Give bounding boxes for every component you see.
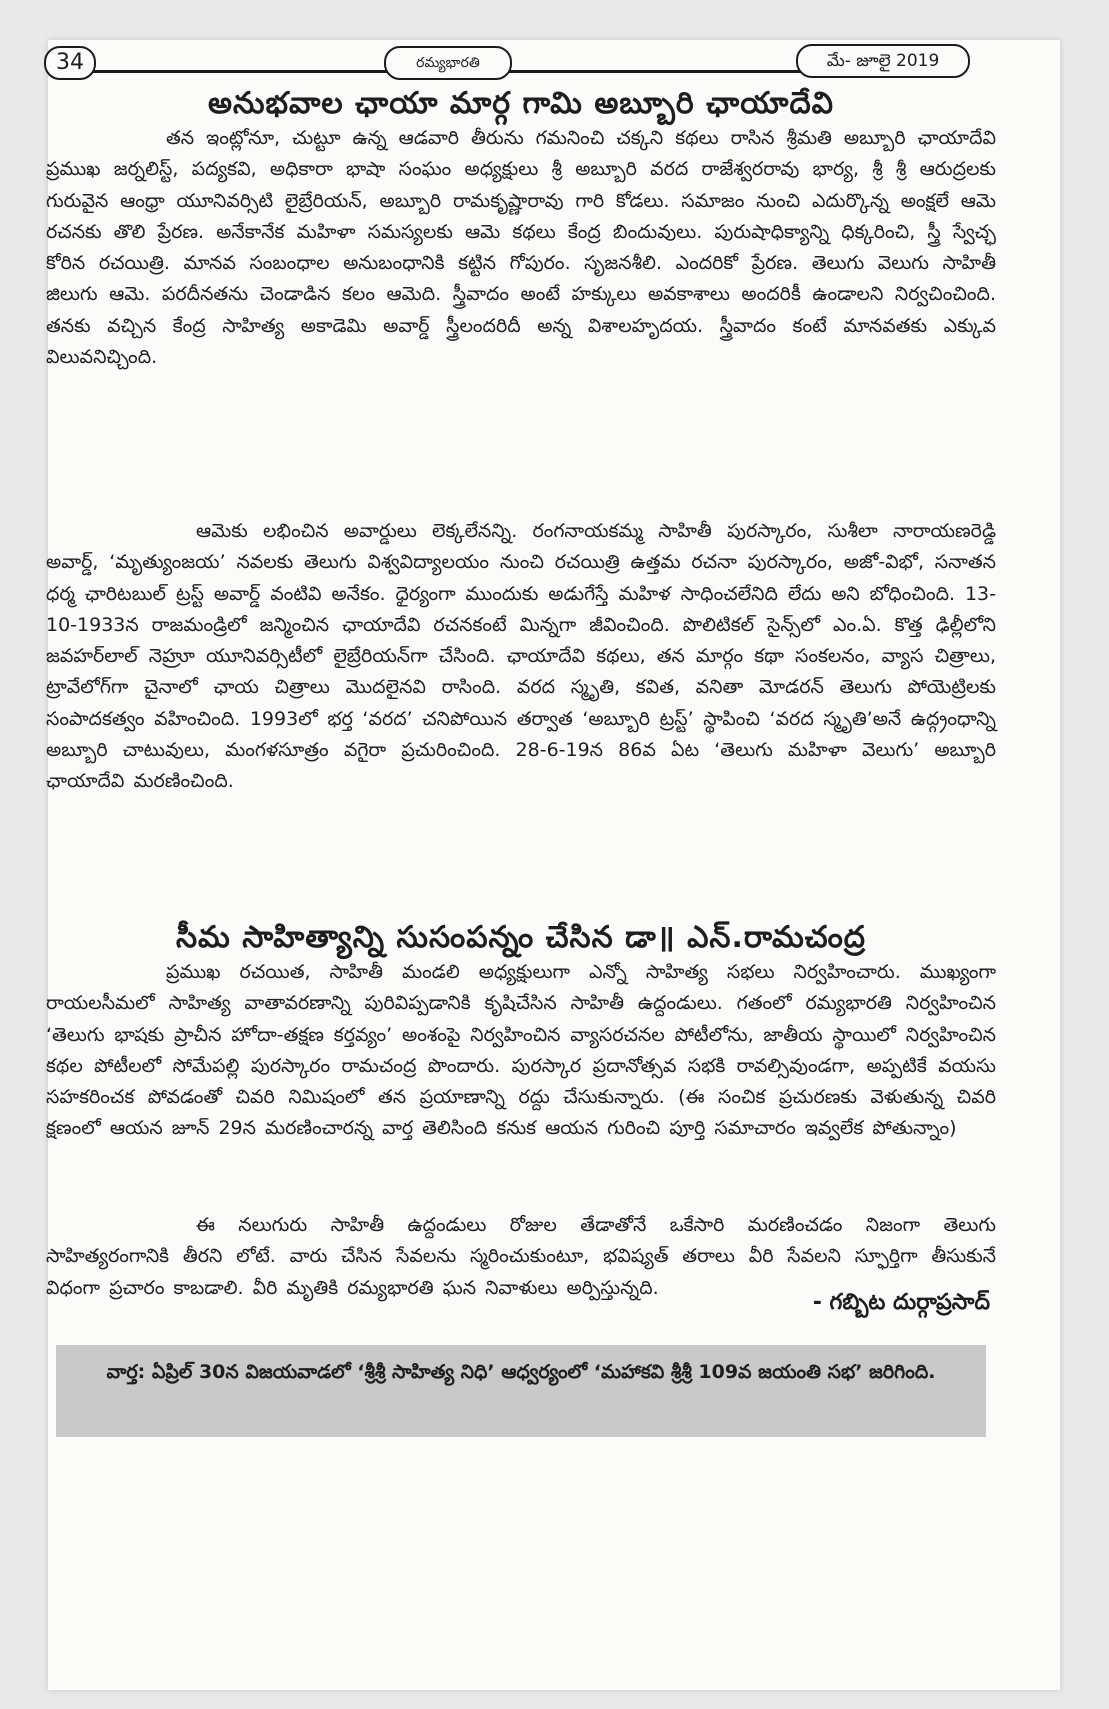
author-signature: - గబ్బిట దుర్గాప్రసాద్ (812, 1290, 990, 1315)
issue-date: మే- జూలై 2019 (796, 44, 970, 78)
page-number: 34 (44, 46, 96, 80)
article1-title: అనుభవాల ఛాయా మార్గ గామి అబ్బూరి ఛాయాదేవి (208, 86, 834, 121)
article1-paragraph1: తన ఇంట్లోనూ, చుట్టూ ఉన్న ఆడవారి తీరును గమనించి చక్కని కథలు రాసిన శ్రీమతి అబ్బూరి ఛాయాదేవి ప్రముఖ జర్నలిస్ట్, పద్యకవి, అధికారా భాషా సంఘం అధ్యక్షులు శ్రీ అబ్బూరి వరద రాజేశ్వరరావు భార్య, శ్రీ శ్రీ ఆరుద్రలకు గురువైన ఆంధ్రా యూనివర్సిటి లైబ్రేరియన్, అబ్బూరి రామకృష్ణారావు గారి కోడలు. సమాజం నుంచి ఎదుర్కొన్న అంక్షలే ఆమె రచనకు తొలి ప్రేరణ. అనేకానేక మహిళా సమస్యలకు ఆమె కథలు కేంద్ర బిందువులు. పురుషాధిక్యాన్ని ధిక్కరించి, స్త్రీ స్వేచ్ఛ కోరిన రచయిత్రి. మానవ సంబంధాల అనుబంధానికి కట్టిన గోపురం. సృజనశీలి. ఎందరికో ప్రేరణ. తెలుగు వెలుగు సాహితీ జిలుగు ఆమె. పరదీనతను చెండాడిన కలం ఆమెది. స్త్రీవాదం అంటే హక్కులు అవకాశాలు అందరికీ ఉండాలని నిర్వచించింది. తనకు వచ్చిన కేంద్ర సాహిత్య అకాడెమి అవార్డ్ స్త్రీలందరిదీ అన్న విశాలహృదయ. స్త్రీవాదం కంటే మానవతకు ఎక్కువ విలువనిచ్చింది. (46, 127, 996, 369)
article2-title: సీమ సాహిత్యాన్ని సుసంపన్నం చేసిన డా॥ ఎన్.రామచంద్ర (176, 920, 866, 955)
page-header (44, 40, 994, 80)
article2-paragraph2: ఈ నలుగురు సాహితీ ఉద్దండులు రోజుల తేడాతోనే ఒకేసారి మరణించడం నిజంగా తెలుగు సాహిత్యరంగానికి తీరని లోటే. వారు చేసిన సేవలను స్మరించుకుంటూ, భవిష్యత్ తరాలు వీరి సేవలని స్ఫూర్తిగా తీసుకునే విధంగా ప్రచారం కాబడాలి. వీరి మృతికి రమ్యభారతి ఘన నివాళులు అర్పిస్తున్నది. (46, 1214, 996, 1299)
news-text: వార్త: ఏప్రిల్ 30న విజయవాడలో ‘శ్రీశ్రీ సాహిత్య నిధి’ ఆధ్వర్యంలో ‘మహాకవి శ్రీశ్రీ 109వ జయంతి సభ’ జరిగింది. (106, 1361, 936, 1383)
article1-paragraph2: ఆమెకు లభించిన అవార్డులు లెక్కలేనన్ని. రంగనాయకమ్మ సాహితీ పురస్కారం, సుశీలా నారాయణరెడ్డి అవార్డ్, ‘మృత్యుంజయ’ నవలకు తెలుగు విశ్వవిద్యాలయం నుంచి రచయిత్రి ఉత్తమ రచనా పురస్కారం, అజో-విభో, సనాతన ధర్మ ఛారిటబుల్ ట్రస్ట్ అవార్డ్ వంటివి అనేకం. ధైర్యంగా ముందుకు అడుగేస్తే మహిళ సాధించలేనిది లేదు అని బోధించింది. 13-10-1933న రాజమండ్రిలో జన్మించిన ఛాయాదేవి రచనకంటే మిన్నగా జీవించింది. పొలిటికల్ సైన్స్‌లో ఎం.ఏ. కొత్త ఢిల్లీలోని జవహర్‌లాల్ నెహ్రూ యూనివర్సిటీలో లైబ్రేరియన్‌గా చేసింది. ఛాయాదేవి కథలు, తన మార్గం కథా సంకలనం, వ్యాస చిత్రాలు, ట్రావేలోగ్‌గా చైనాలో ఛాయ చిత్రాలు మొదలైనవి రాసింది. వరద స్మృతి, కవిత, వనితా మోడరన్ తెలుగు పోయెట్రిలకు సంపాదకత్వం వహించింది. 1993లో భర్త ‘వరద’ చనిపోయిన తర్వాత ‘అబ్బూరి ట్రస్ట్’ స్థాపించి ‘వరద స్మృతి’అనే ఉద్గ్రంధాన్ని అబ్బూరి చాటువులు, మంగళసూత్రం వగైరా ప్రచురించింది. 28-6-19న 86వ ఏట ‘తెలుగు మహిళా వెలుగు’ అబ్బూరి ఛాయాదేవి మరణించింది. (46, 520, 996, 793)
article2-paragraph1: ప్రముఖ రచయిత, సాహితీ మండలి అధ్యక్షులుగా ఎన్నో సాహిత్య సభలు నిర్వహించారు. ముఖ్యంగా రాయలసీమలో సాహిత్య వాతావరణాన్ని పురివిప్పడానికి కృషిచేసిన సాహితీ ఉద్దండులు. గతంలో రమ్యభారతి నిర్వహించిన ‘తెలుగు భాషకు ప్రాచీన హోదా-తక్షణ కర్తవ్యం’ అంశంపై నిర్వహించిన వ్యాసరచనల పోటీలోను, జాతీయ స్థాయిలో నిర్వహించిన కథల పోటీలలో సోమేపల్లి పురస్కారం రామచంద్ర పొందారు. పురస్కార ప్రదానోత్సవ సభకి రావల్సివుండగా, అప్పటికే వయసు సహకరించక పోవడంతో చివరి నిమిషంలో తన ప్రయాణాన్ని రద్దు చేసుకున్నారు. (ఈ సంచిక ప్రచురణకు వెళుతున్న చివరి క్షణంలో ఆయన జూన్ 29న మరణించారన్న వార్త తెలిసింది కనుక ఆయన గురించి పూర్తి సమాచారం ఇవ్వలేక పోతున్నాం) (46, 961, 996, 1140)
news-footer (56, 1345, 986, 1437)
magazine-name: రమ్యభారతి (384, 46, 512, 80)
